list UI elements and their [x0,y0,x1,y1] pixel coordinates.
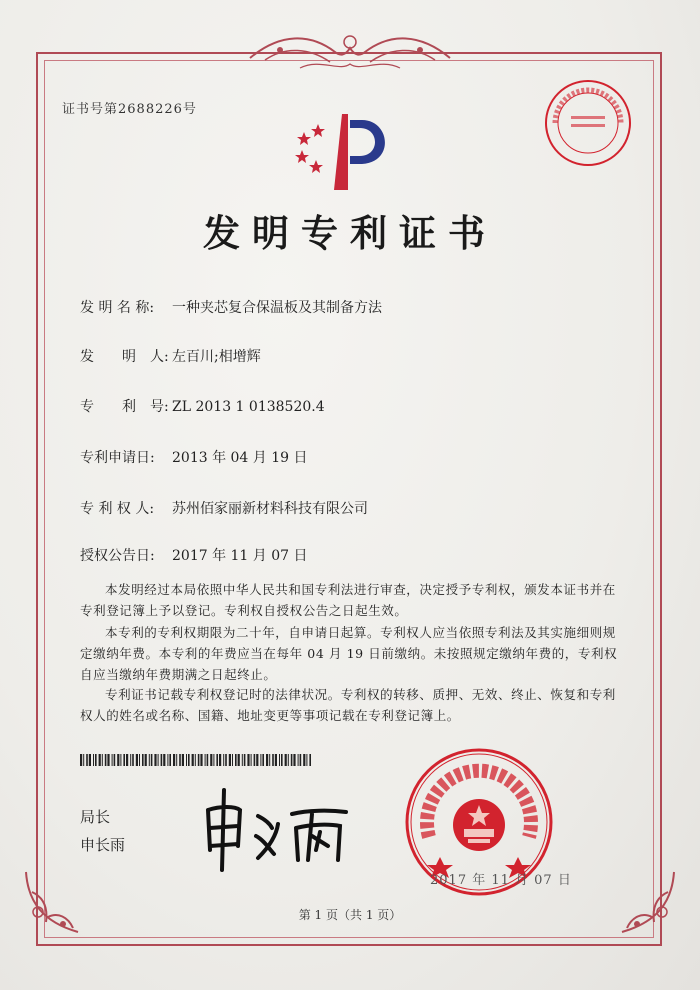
body-paragraph-2: 本专利的专利权期限为二十年，自申请日起算。专利权人应当依照专利法及其实施细则规定缴纳年费。本专利的年费应当在每年 04 月 19 日前缴纳。未按照规定缴纳年费的，专利权自应当缴纳年费期满之日起终止。 [80,625,618,682]
body-paragraph-3: 专利证书记载专利权登记时的法律状况。专利权的转移、质押、无效、终止、恢复和专利权人的姓名或名称、国籍、地址变更等事项记载在专利登记簿上。 [80,687,616,723]
invention-name-label: 发 明 名 称: [80,300,155,316]
invention-name-field [80,297,382,317]
application-date-label: 专利申请日: [80,450,155,466]
patentee-value: 苏州佰家丽新材料科技有限公司 [172,501,368,517]
certificate-title: 发明专利证书 [203,212,497,255]
director-title: 局长 [80,808,111,826]
grant-date-field [80,545,308,565]
bottom-left-ornament-icon [18,862,98,942]
patentee-label: 专 利 权 人: [80,501,155,517]
director-name: 申长雨 [80,836,126,854]
grant-date-label: 授权公告日: [80,548,155,564]
grant-date-value: 2017 年 11 月 07 日 [172,548,308,564]
director-signature-icon [200,780,350,875]
page-number: 第 1 页（共 1 页） [298,908,402,922]
patentee-field [80,498,368,518]
bottom-right-ornament-icon [602,862,682,942]
inventor-label: 发 明 人: [80,349,169,365]
patent-number-field [80,396,325,416]
tax-stamp-icon [543,78,633,168]
barcode-icon [80,754,312,766]
inventor-value: 左百川;相增辉 [172,349,261,365]
cnipa-logo-icon [290,112,400,194]
invention-name-value: 一种夹芯复合保温板及其制备方法 [172,300,382,316]
application-date-field [80,447,308,467]
seal-date: 2017 年 11 月 07 日 [430,873,572,888]
certificate-number: 证书号第2688226号 [62,102,197,117]
top-ornament-icon [240,28,460,76]
application-date-value: 2013 年 04 月 19 日 [172,450,308,466]
patent-number-label: 专 利 号: [80,399,169,415]
patent-number-value: ZL 2013 1 0138520.4 [172,399,325,415]
body-paragraph-1: 本发明经过本局依照中华人民共和国专利法进行审查，决定授予专利权，颁发本证书并在专利登记簿上予以登记。专利权自授权公告之日起生效。 [80,582,616,618]
inventor-field [80,346,261,366]
